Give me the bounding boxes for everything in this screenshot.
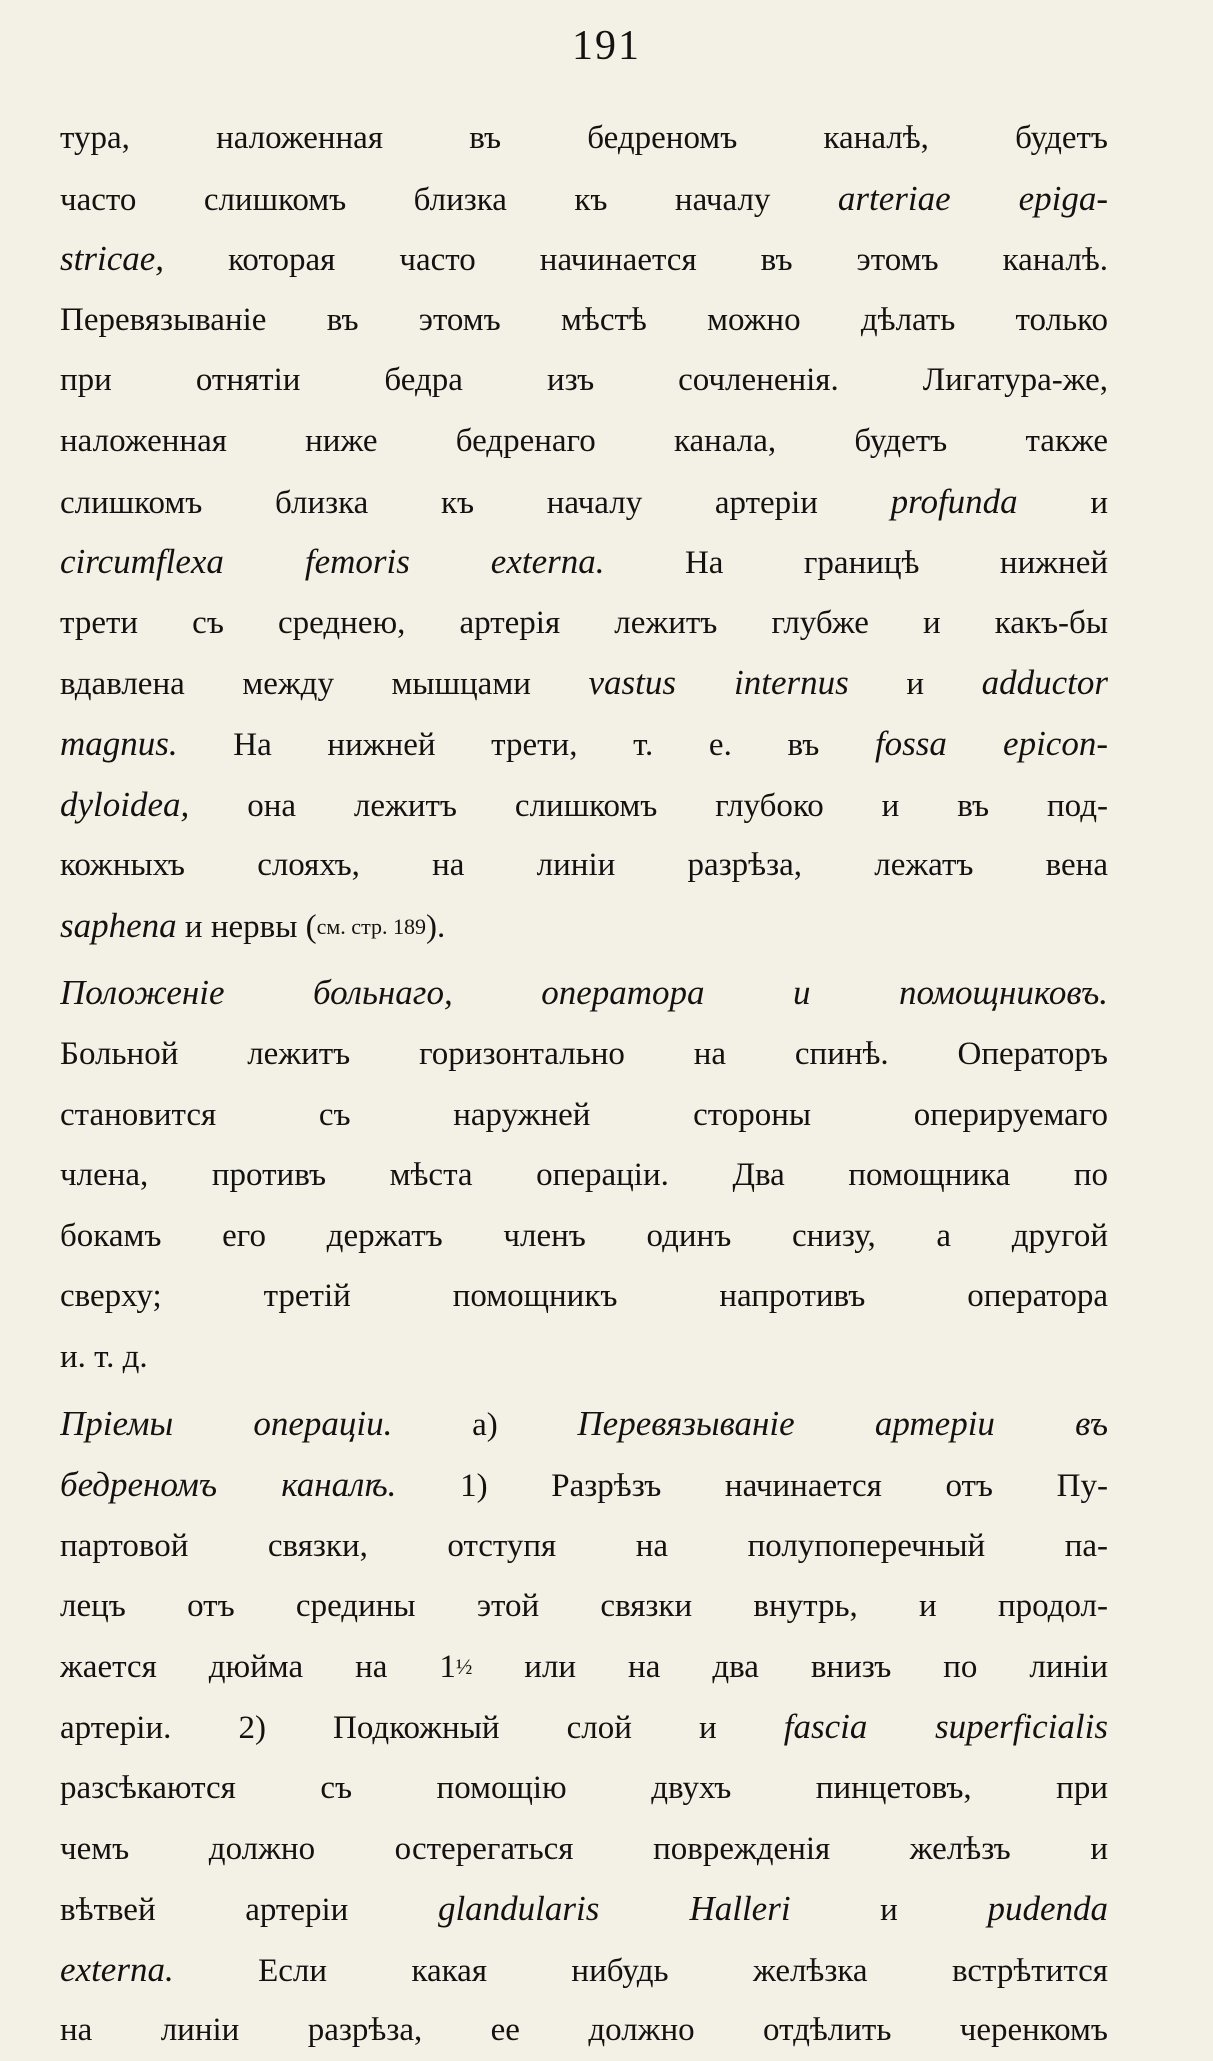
text-line <box>60 229 1108 290</box>
italic-latin-term: Перевязываніе артеріи въ <box>577 1404 1108 1444</box>
text-run: часто слишкомъ близка къ началу <box>60 181 838 218</box>
italic-latin-term: stricae, <box>60 239 165 279</box>
text-run: сверху; третій помощникъ напротивъ оператора <box>60 1278 1108 1315</box>
text-line <box>60 714 1108 775</box>
text-line <box>60 472 1108 533</box>
text-run: слишкомъ близка къ началу артеріи <box>60 484 891 521</box>
text-run: которая часто начинается въ этомъ каналѣ. <box>164 242 1108 279</box>
text-run: наложенная ниже бедренаго канала, будетъ также <box>60 422 1108 459</box>
text-run: вдавлена между мышцами <box>60 666 589 703</box>
text-line <box>60 593 1108 654</box>
text-run: и <box>790 1892 988 1929</box>
paragraph-gap <box>60 1387 1108 1394</box>
text-line <box>60 1576 1108 1637</box>
text-run: на линіи разрѣза, ее должно отдѣлить черенкомъ <box>60 2012 1108 2049</box>
text-line <box>60 1879 1108 1940</box>
italic-latin-term: circumflexa femoris externa. <box>60 542 605 582</box>
italic-latin-term: adductor <box>981 663 1108 703</box>
text-run: Если какая нибудь желѣзка встрѣтится <box>173 1952 1108 1989</box>
italic-latin-term: arteriae epiga- <box>837 178 1108 218</box>
italic-latin-term: profunda <box>890 481 1018 521</box>
text-run: Перевязываніе въ этомъ мѣстѣ можно дѣлать только <box>60 301 1108 338</box>
text-line <box>60 1145 1108 1206</box>
paragraph-gap <box>60 956 1108 963</box>
text-line <box>60 411 1108 472</box>
text-line <box>60 1758 1108 1819</box>
text-line <box>60 1024 1108 1085</box>
text-run: и <box>848 666 982 703</box>
italic-latin-term: бедреномъ каналѣ. <box>60 1465 397 1505</box>
small-reference: см. стр. 189 <box>316 913 426 939</box>
italic-latin-term: fascia superficialis <box>783 1707 1108 1747</box>
italic-latin-term: vastus internus <box>588 663 849 703</box>
text-run: вѣтвей артеріи <box>60 1892 438 1929</box>
text-line <box>60 1266 1108 1327</box>
text-run: трети съ среднею, артерія лежитъ глубже и какъ-бы <box>60 604 1108 641</box>
italic-latin-term: glandularis Halleri <box>437 1889 791 1929</box>
text-run: бокамъ его держатъ членъ одинъ снизу, а другой <box>60 1217 1108 1254</box>
small-reference: ½ <box>455 1653 473 1679</box>
text-run: 1) Разрѣзъ начинается отъ Пу- <box>396 1468 1108 1505</box>
text-run: разсѣкаются съ помощію двухъ пинцетовъ, при <box>60 1770 1108 1807</box>
text-line <box>60 1327 1108 1388</box>
text-run: становится съ наружней стороны оперируемаго <box>60 1096 1108 1133</box>
text-line <box>60 290 1108 351</box>
text-run: или на два внизъ по линіи <box>472 1648 1108 1685</box>
text-run: и <box>1017 484 1108 521</box>
text-line <box>60 1697 1108 1758</box>
text-line <box>60 835 1108 896</box>
italic-latin-term: Пріемы операціи. <box>60 1404 393 1444</box>
body-text <box>60 108 1108 2061</box>
text-run: партовой связки, отступя на полупоперечный па- <box>60 1527 1108 1564</box>
italic-latin-term: fossa epicon- <box>874 723 1108 763</box>
text-run: артеріи. 2) Подкожный слой и <box>60 1710 784 1747</box>
text-line <box>60 1819 1108 1880</box>
italic-latin-term: pudenda <box>987 1889 1108 1929</box>
text-line <box>60 350 1108 411</box>
italic-latin-term: dyloidea, <box>60 784 190 824</box>
text-line <box>60 963 1108 1024</box>
text-line <box>60 896 1108 957</box>
text-line <box>60 653 1108 714</box>
italic-latin-term: Положеніе больнаго, оператора и помощниковъ. <box>60 973 1108 1013</box>
text-run: жается дюйма на 1 <box>60 1648 456 1685</box>
text-run: она лежитъ слишкомъ глубоко и въ под- <box>189 787 1108 824</box>
text-run: чемъ должно остерегаться поврежденія желѣзъ и <box>60 1830 1108 1867</box>
text-line <box>60 2000 1108 2061</box>
text-run: На границѣ нижней <box>604 545 1108 582</box>
text-line <box>60 1637 1108 1698</box>
text-run: а) <box>392 1407 578 1444</box>
text-line <box>60 108 1108 169</box>
text-line <box>60 1455 1108 1516</box>
text-run: ). <box>425 908 446 945</box>
text-run: члена, противъ мѣста операціи. Два помощника по <box>60 1157 1108 1194</box>
text-run: лецъ отъ средины этой связки внутрь, и продол- <box>60 1588 1108 1625</box>
text-line <box>60 1516 1108 1577</box>
italic-latin-term: magnus. <box>60 723 178 763</box>
text-run: Больной лежитъ горизонтально на спинѣ. Операторъ <box>60 1035 1108 1072</box>
text-run: и. т. д. <box>60 1338 148 1375</box>
text-run: На нижней трети, т. е. въ <box>177 726 875 763</box>
page-number: 191 <box>572 23 641 69</box>
text-line <box>60 1394 1108 1455</box>
text-line <box>60 532 1108 593</box>
text-line <box>60 1085 1108 1146</box>
text-run: при отнятіи бедра изъ сочлененія. Лигатура-же, <box>60 362 1108 399</box>
text-run: и нервы ( <box>176 908 317 945</box>
text-run: кожныхъ слояхъ, на линіи разрѣза, лежатъ вена <box>60 847 1108 884</box>
italic-latin-term: saphena <box>60 905 177 945</box>
text-line <box>60 1940 1108 2001</box>
text-line <box>60 1206 1108 1267</box>
text-line <box>60 775 1108 836</box>
text-run: тура, наложенная въ бедреномъ каналѣ, будетъ <box>60 120 1108 156</box>
italic-latin-term: externa. <box>60 1949 174 1989</box>
text-line <box>60 169 1108 230</box>
